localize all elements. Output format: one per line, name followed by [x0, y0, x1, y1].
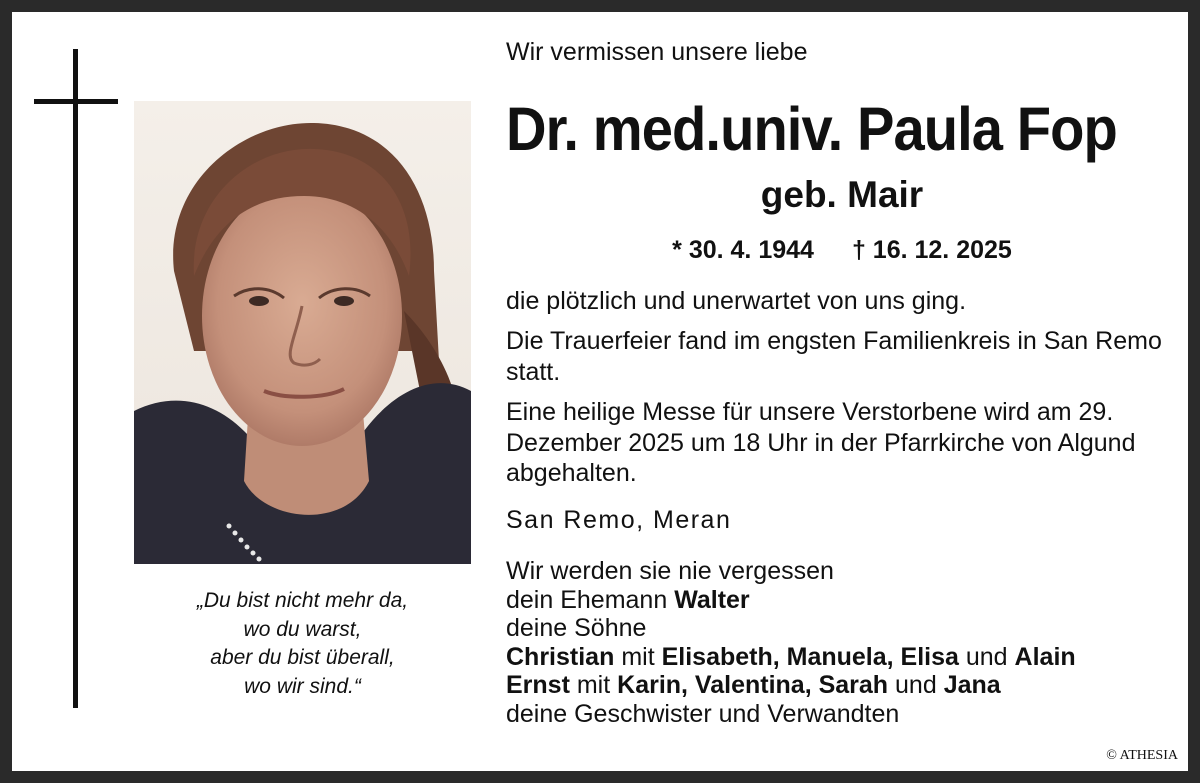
quote-line: wo wir sind.“	[244, 674, 361, 698]
family-name: Elisabeth, Manuela, Elisa	[661, 642, 959, 671]
family-connector: mit	[576, 671, 611, 699]
family-line: deine Geschwister und Verwandten	[506, 699, 900, 728]
quote-line: aber du bist überall,	[210, 646, 395, 669]
death-date: † 16. 12. 2025	[851, 236, 1012, 264]
birth-date: * 30. 4. 1944	[672, 236, 814, 264]
family-name: Christian	[506, 642, 615, 671]
quote-line: wo du warst,	[243, 617, 362, 641]
family-name: Walter	[674, 585, 750, 614]
intro-text: Wir vermissen unsere liebe	[506, 38, 808, 66]
family-line: Wir werden sie nie vergessen	[506, 557, 834, 585]
family-line: deine Söhne	[506, 614, 647, 642]
family-name: Alain	[1014, 642, 1076, 671]
family-name: Karin, Valentina, Sarah	[617, 671, 889, 699]
cross-icon-vertical	[73, 49, 78, 708]
copyright-notice: © ATHESIA	[1106, 748, 1178, 763]
family-name: Jana	[943, 671, 1001, 699]
life-dates	[506, 236, 1178, 265]
family-line	[506, 671, 1178, 700]
quote-line: „Du bist nicht mehr da,	[196, 589, 409, 612]
family-name: Ernst	[506, 671, 570, 699]
deceased-name: Dr. med.univ. Paula Fop	[506, 95, 1117, 163]
family-connector: und	[895, 671, 937, 699]
family-line	[506, 643, 1178, 672]
family-list	[506, 557, 1178, 728]
paragraph-funeral: Die Trauerfeier fand im engsten Familienkreis in San Remo statt.	[506, 327, 1162, 386]
family-relation: dein Ehemann	[506, 585, 668, 614]
memorial-quote	[134, 587, 471, 701]
family-line	[506, 586, 1178, 615]
paragraph-mass: Eine heilige Messe für unsere Verstorbene wird am 29. Dezember 2025 um 18 Uhr in der Pfarrkirche von Algund abgehalten.	[506, 398, 1136, 487]
portrait-photo	[134, 101, 471, 564]
obituary-card	[12, 12, 1188, 771]
maiden-name: geb. Mair	[760, 174, 924, 215]
family-connector: und	[965, 642, 1008, 671]
cross-icon-horizontal	[34, 99, 118, 104]
place-line: San Remo, Meran	[506, 506, 732, 534]
paragraph-passing: die plötzlich und unerwartet von uns ging.	[506, 287, 967, 315]
family-connector: mit	[621, 642, 655, 671]
